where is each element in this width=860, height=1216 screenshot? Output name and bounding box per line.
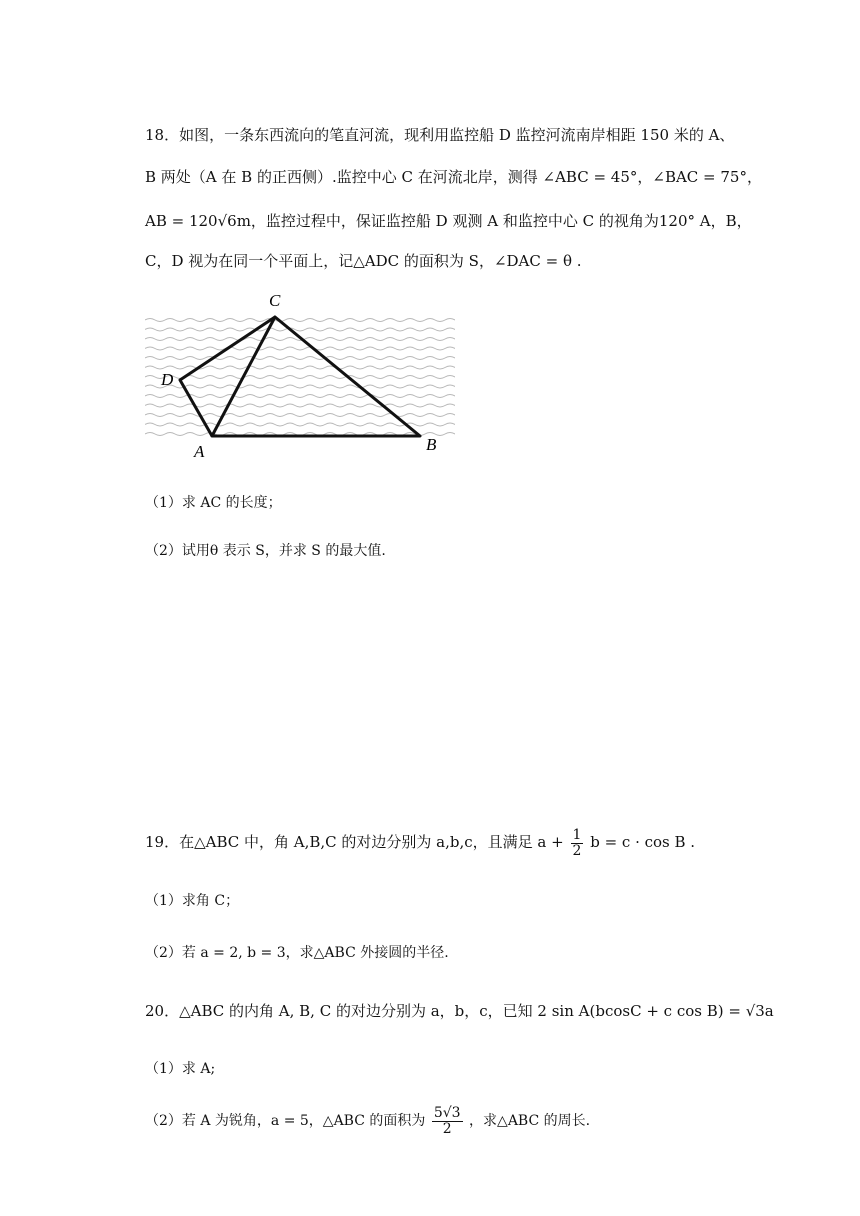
q18-line-4: C，D 视为在同一个平面上，记△ADC 的面积为 S，∠DAC = θ .	[145, 252, 582, 270]
q20-part-1: （1）求 A;	[145, 1061, 216, 1077]
figure-svg	[145, 290, 455, 462]
q20-frac-num: 5√3	[433, 1105, 461, 1121]
label-d: D	[161, 370, 174, 389]
q18-part-1: （1）求 AC 的长度；	[145, 495, 282, 511]
q20-frac-den: 2	[442, 1120, 452, 1137]
q19-frac-den: 2	[572, 842, 582, 859]
wave-line	[145, 319, 455, 322]
wave-line	[145, 404, 455, 407]
q20-line-1: 20．△ABC 的内角 A, B, C 的对边分别为 a，b，c，已知 2 sin A(bcosC + c cos B) = √3a	[145, 1002, 774, 1020]
q19-text-b: b = c · cos B .	[590, 833, 696, 852]
wave-line	[145, 328, 455, 331]
river-triangle-figure	[145, 290, 455, 462]
q19-part-1: （1）求角 C；	[145, 893, 240, 909]
q18-line-2: B 两处（A 在 B 的正西侧）.监控中心 C 在河流北岸，测得 ∠ABC = 45°，∠BAC = 75°，	[145, 168, 762, 186]
wave-line	[145, 347, 455, 350]
q19-part-2: （2）若 a = 2, b = 3，求△ABC 外接圆的半径.	[145, 945, 449, 961]
wave-line	[145, 414, 455, 417]
q18-line-1: 18．如图，一条东西流向的笔直河流，现利用监控船 D 监控河流南岸相距 150 米的 A、	[145, 126, 735, 144]
wave-line	[145, 385, 455, 388]
label-a: A	[194, 442, 205, 461]
q19-frac-num: 1	[572, 827, 582, 843]
wave-line	[145, 376, 455, 379]
label-c: C	[269, 291, 281, 310]
wave-line	[145, 366, 455, 369]
q19-line-1	[145, 828, 695, 858]
wave-line	[145, 357, 455, 360]
q18-line-3: AB = 120√6m，监控过程中，保证监控船 D 观测 A 和监控中心 C 的视角为120° A，B，	[145, 212, 752, 230]
q20-text-a: （2）若 A 为锐角，a = 5，△ABC 的面积为	[145, 1113, 426, 1130]
wave-line	[145, 395, 455, 398]
triangle-abc	[212, 317, 420, 436]
label-b: B	[426, 435, 437, 454]
q18-part-2: （2）试用θ 表示 S，并求 S 的最大值.	[145, 543, 386, 559]
q20-part-2	[145, 1106, 590, 1136]
q20-text-b: ，求△ABC 的周长.	[469, 1113, 591, 1130]
q20-fraction	[432, 1106, 463, 1136]
q19-text-a: 19．在△ABC 中，角 A,B,C 的对边分别为 a,b,c，且满足 a +	[145, 833, 564, 852]
q19-fraction	[571, 828, 584, 858]
